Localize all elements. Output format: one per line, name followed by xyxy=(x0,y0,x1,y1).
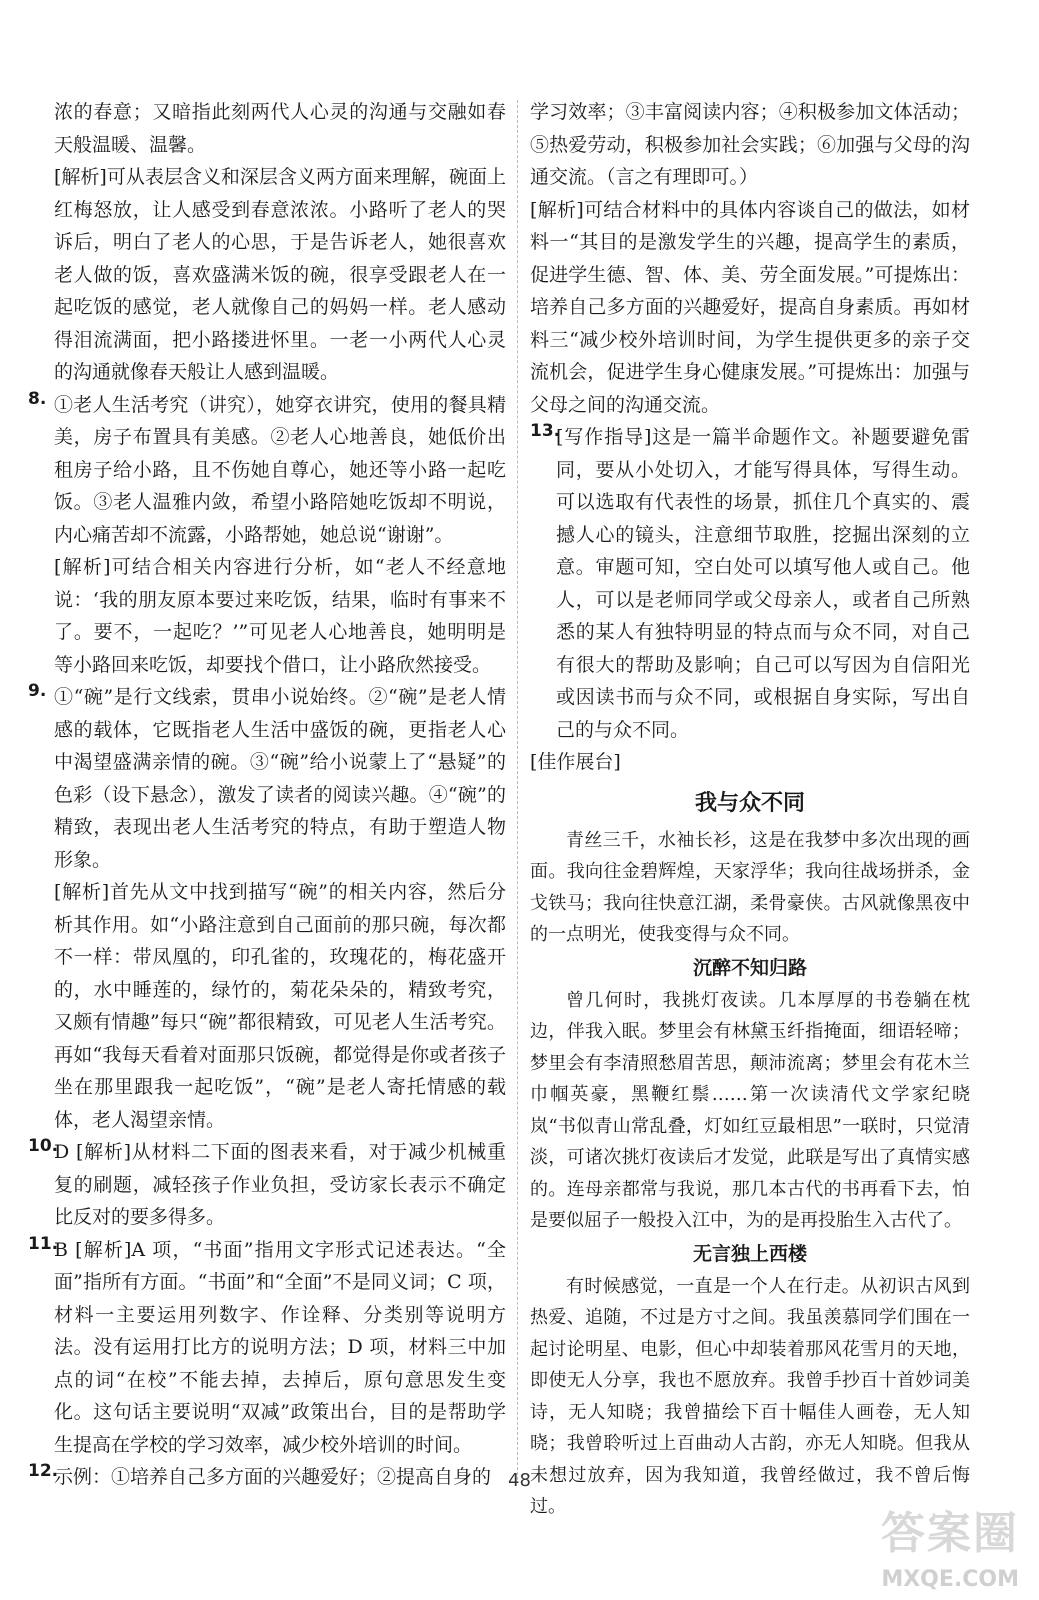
question-number: 8. xyxy=(28,388,47,409)
question-number: 12. xyxy=(28,1461,59,1481)
analysis-12: [解析]可结合材料中的具体内容谈自己的做法，如材料一“其目的是激发学生的兴趣，提高学生的素质，促进学生德、智、体、美、劳全面发展。”可提炼出：培养自己多方面的兴趣爱好，提高自身素质。再如材料三“减少校外培训时间，为学生提供更多的亲子交流机会，促进学生身心健康发展。”可提炼出：加强与父母之间的沟通交流。 xyxy=(530,198,970,416)
question-number: 11. xyxy=(28,1233,59,1254)
answer-text: ①“碗”是行文线索，贯串小说始终。②“碗”是老人情感的载体，它既指老人生活中盛饭的碗，更指老人心中渴望盛满亲情的碗。③“碗”给小说蒙上了“悬疑”的色彩（设下悬念），激发了读者的阅读兴趣。④“碗”的精致，表现出老人生活考究的特点，有助于塑造人物形象。 xyxy=(54,686,506,871)
essay-subheading: 沉醉不知归路 xyxy=(692,956,807,979)
answer-text: ①老人生活考究（讲究），她穿衣讲究，使用的餐具精美，房子布置具有美感。②老人心地善良，她低价出租房子给小路，且不伤她自尊心，她还等小路一起吃饭。③老人温雅内敛，希望小路陪她吃饭却不明说，内心痛苦却不流露，小路帮她，她总说“谢谢”。 xyxy=(54,393,506,546)
question-number: 10. xyxy=(28,1136,59,1156)
model-essay xyxy=(530,783,970,1523)
essay-paragraph: 有时候感觉，一直是一个人在行走。从初识古风到热爱、追随，不过是方寸之间。我虽羡慕同学们围在一起讨论明星、电影，但心中却装着那风花雪月的天地，即使无人分享，我也不愿放弃。我曾手抄百十首妙词美诗，无人知晓；我曾描绘下百十幅佳人画卷，无人知晓；我曾聆听过上百曲动人古韵，亦无人知晓。但我从未想过放弃，因为我知道，我曾经做过，我不曾后悔过。 xyxy=(530,1275,970,1517)
answer-text: D [解析]从材料二下面的图表来看，对于减少机械重复的刷题，减轻孩子作业负担，受访家长表示不确定比反对的要多得多。 xyxy=(54,1141,506,1228)
question-13 xyxy=(530,421,970,746)
analysis-text: [解析]首先从文中找到描写“碗”的相关内容，然后分析其作用。如“小路注意到自己面前的那只碗，每次都不一样：带凤凰的，印孔雀的，玫瑰花的，梅花盛开的，水中睡莲的，绿竹的，菊花朵朵的，精致考究，又颇有情趣”每只“碗”都很精致，可见老人生活考究。再如“我每天看着对面那只饭碗，都觉得是你或者孩子坐在那里跟我一起吃饭”，“碗”是老人寄托情感的载体，老人渴望亲情。 xyxy=(54,881,506,1131)
essay-subheading: 无言独上西楼 xyxy=(692,1242,807,1265)
essay-paragraph: 曾几何时，我挑灯夜读。几本厚厚的书卷躺在枕边，伴我入眠。梦里会有林黛玉纤指掩面，细语轻啼；梦里会有李清照愁眉苦思，颠沛流离；梦里会有花木兰巾帼英豪，黑鞭红鬃……第一次读清代文学家纪晓岚“书似青山常乱叠，灯如红豆最相思”一联时，只觉清淡，可诸次挑灯夜读后才发觉，此联是写出了真情实感的。连母亲都常与我说，那几本古代的书再看下去，怕是要似屈子一般投入江中，为的是再投胎生入古代了。 xyxy=(530,989,970,1231)
watermark-url: MXQE.COM xyxy=(881,1567,1019,1592)
essay-paragraph: 青丝三千，水袖长衫，这是在我梦中多次出现的画面。我向往金碧辉煌，天家浮华；我向往战场拼杀，金戈铁马；我向往快意江湖，柔骨豪侠。古风就像黑夜中的一点明光，使我变得与众不同。 xyxy=(530,829,970,945)
page-number: 48 xyxy=(508,1470,531,1491)
question-11 xyxy=(28,1234,506,1462)
question-9 xyxy=(28,681,506,1136)
question-8 xyxy=(28,389,506,682)
watermark-logo: 答案圈 xyxy=(881,1508,1019,1559)
analysis-text: [解析]可结合相关内容进行分析，如“老人不经意地说：‘我的朋友原本要过来吃饭，结果，临时有事来不了。要不，一起吃？’”可见老人心地善良，她明明是等小路回来吃饭，却要找个借口，让小路欣然接受。 xyxy=(54,556,506,676)
question-number: 13. xyxy=(530,421,561,441)
question-number: 9. xyxy=(28,681,47,701)
left-column xyxy=(28,96,506,1494)
right-column xyxy=(530,96,970,1523)
analysis-7: [解析]可从表层含义和深层含义两方面来理解，碗面上红梅怒放，让人感受到春意浓浓。小路听了老人的哭诉后，明白了老人的心思，于是告诉老人，她很喜欢老人做的饭，喜欢盛满米饭的碗，很享受跟老人在一起吃饭的感觉，老人就像自己的妈妈一样。老人感动得泪流满面，把小路搂进怀里。一老一小两代人心灵的沟通就像春天般让人感到温暖。 xyxy=(54,166,506,383)
watermark xyxy=(819,1497,1019,1592)
question-10 xyxy=(28,1136,506,1234)
column-divider xyxy=(517,100,518,1480)
essay-title: 我与众不同 xyxy=(694,789,805,816)
answer-text: B [解析]A 项，“书面”指用文字形式记述表达。“全面”指所有方面。“书面”和“全面”不是同义词；C 项，材料一主要运用列数字、作诠释、分类别等说明方法。没有运用打比方的说明方法；D 项，材料三中加点的词“在校”不能去掉，去掉后，原句意思发生变化。这句话主要说明“双减”政策出台，目的是帮助学生提高在学校的学习效率，减少校外培训的时间。 xyxy=(54,1238,506,1456)
writing-guide: [写作指导]这是一篇半命题作文。补题要避免雷同，要从小处切入，才能写得具体，写得生动。可以选取有代表性的场景，抓住几个真实的、震撼人心的镜头，注意细节取胜，挖掘出深刻的立意。审题可知，空白处可以填写他人或自己。他人，可以是老师同学或父母亲人，或者自己所熟悉的某人有独特明显的特点而与众不同，对自己有很大的帮助及影响；自己可以写因为自信阳光或因读书而与众不同，或根据自身实际，写出自己的与众不同。 xyxy=(556,426,970,741)
answer-text: 示例：①培养自己多方面的兴趣爱好；②提高自身的 xyxy=(54,1466,492,1488)
showcase-label: [佳作展台] xyxy=(530,751,621,773)
continued-answer: 学习效率；③丰富阅读内容；④积极参加文体活动；⑤热爱劳动，积极参加社会实践；⑥加强与父母的沟通交流。（言之有理即可。） xyxy=(530,101,970,188)
continued-answer: 浓的春意；又暗指此刻两代人心灵的沟通与交融如春天般温暖、温馨。 xyxy=(54,101,506,156)
